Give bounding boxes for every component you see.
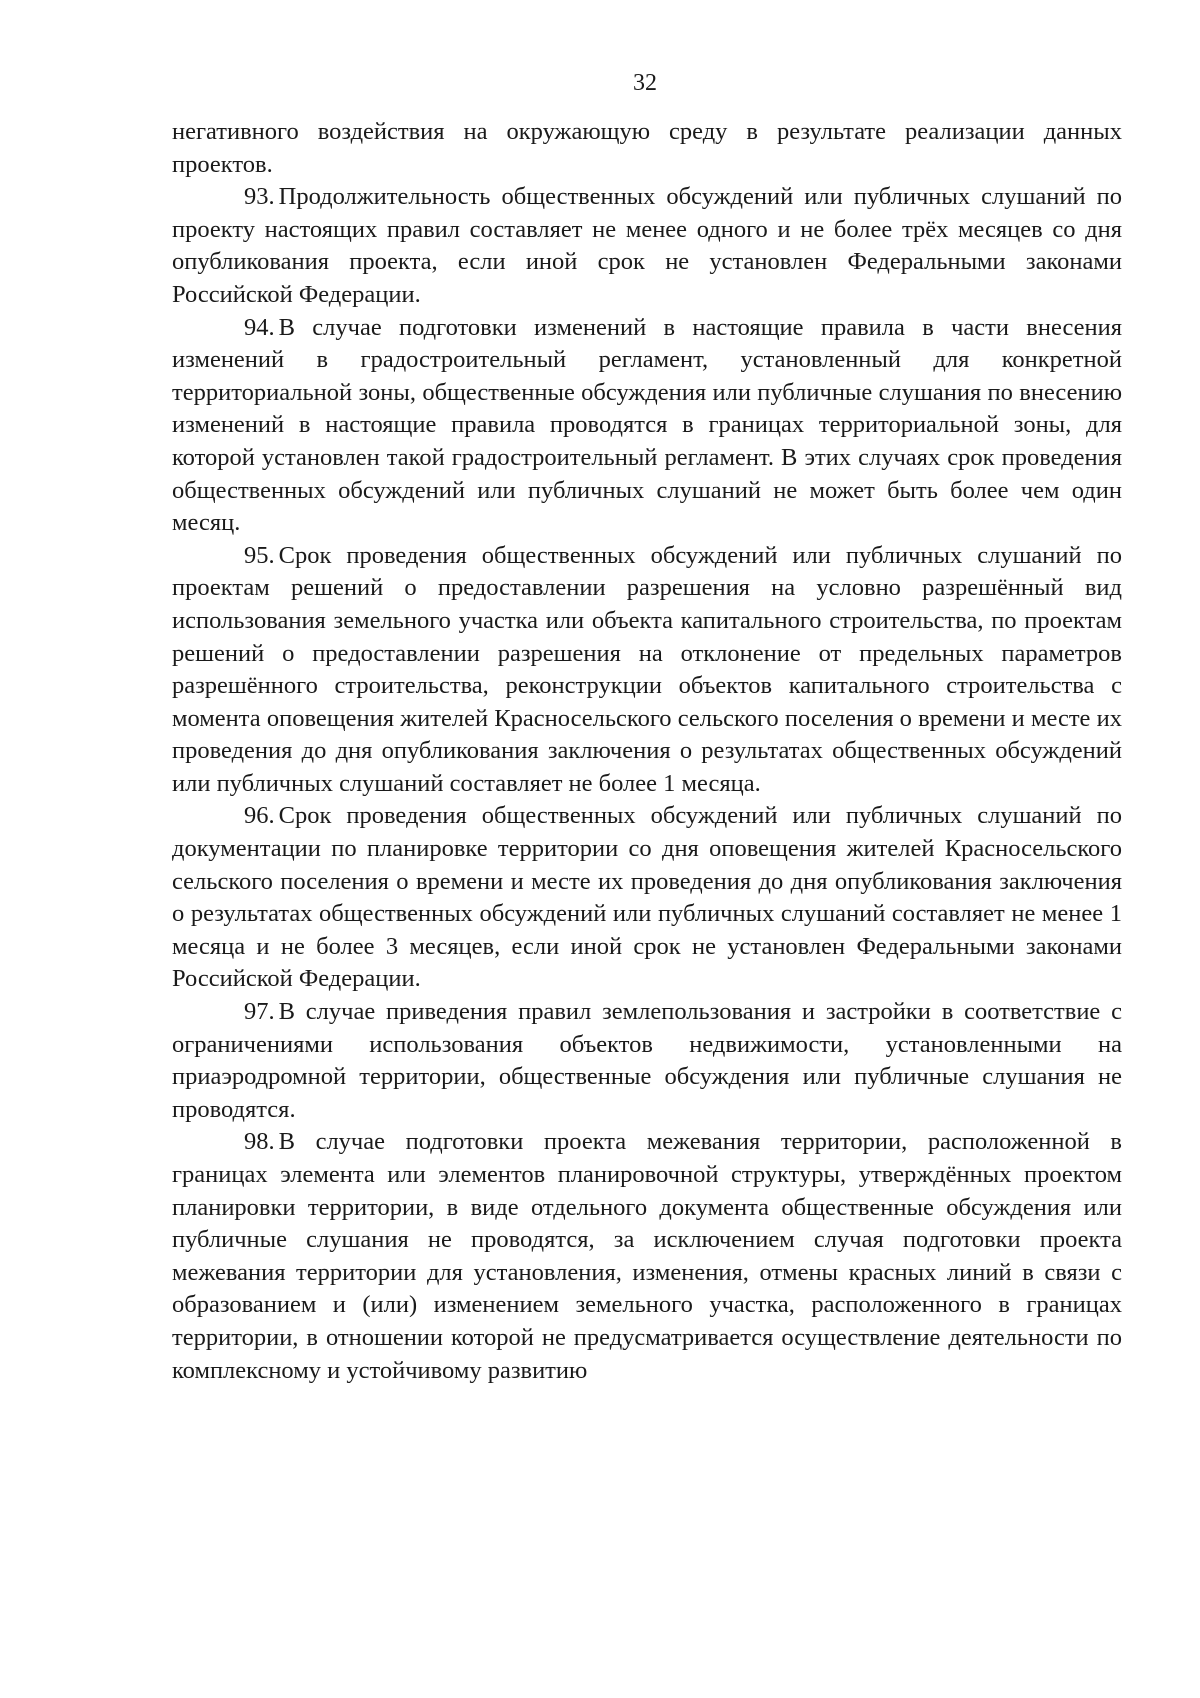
paragraph-97 bbox=[172, 996, 1122, 1126]
paragraph-text: В случае подготовки проекта межевания территории, расположенной в границах элемента или элементов планировочной структуры, утверждённых проектом планировки территории, в виде отдельного документа общественные обсуждения или публичные слушания не проводятся, за исключением случая подготовки проекта межевания территории для установления, изменения, отмены красных линий в связи с образованием и (или) изменением земельного участка, расположенного в границах территории, в отношении которой не предусматривается осуществление деятельности по комплексному и устойчивому развитию bbox=[172, 1128, 1122, 1384]
paragraph-text: негативного воздействия на окружающую среду в результате реализации данных проектов. bbox=[172, 118, 1122, 178]
paragraph-number: 98. bbox=[244, 1128, 275, 1156]
paragraph-number: 97. bbox=[244, 998, 275, 1026]
page-number: 32 bbox=[633, 70, 657, 96]
paragraph-text: В случае приведения правил землепользования и застройки в соответствие с ограничениями использования объектов недвижимости, установленными на приаэродромной территории, общественные обсуждения или публичные слушания не проводятся. bbox=[172, 998, 1122, 1123]
paragraph-93 bbox=[172, 181, 1122, 311]
paragraph-number: 93. bbox=[244, 183, 275, 211]
document-body bbox=[172, 116, 1122, 1387]
paragraph-text: Продолжительность общественных обсуждений или публичных слушаний по проекту настоящих правил составляет не менее одного и не более трёх месяцев со дня опубликования проекта, если иной срок не установлен Федеральными законами Российской Федерации. bbox=[172, 183, 1122, 308]
paragraph-text: Срок проведения общественных обсуждений или публичных слушаний по проектам решений о предоставлении разрешения на условно разрешённый вид использования земельного участка или объекта капитального строительства, по проектам решений о предоставлении разрешения на отклонение от предельных параметров разрешённого строительства, реконструкции объектов капитального строительства с момента оповещения жителей Красносельского сельского поселения о времени и месте их проведения до дня опубликования заключения о результатах общественных обсуждений или публичных слушаний составляет не более 1 месяца. bbox=[172, 541, 1122, 797]
paragraph-95 bbox=[172, 540, 1122, 801]
paragraph-number: 96. bbox=[244, 802, 275, 830]
paragraph-continuation bbox=[172, 116, 1122, 181]
paragraph-text: В случае подготовки изменений в настоящие правила в части внесения изменений в градостроительный регламент, установленный для конкретной территориальной зоны, общественные обсуждения или публичные слушания по внесению изменений в настоящие правила проводятся в границах территориальной зоны, для которой установлен такой градостроительный регламент. В этих случаях срок проведения общественных обсуждений или публичных слушаний не может быть более чем один месяц. bbox=[172, 313, 1122, 537]
paragraph-text: Срок проведения общественных обсуждений или публичных слушаний по документации по планировке территории со дня оповещения жителей Красносельского сельского поселения о времени и месте их проведения до дня опубликования заключения о результатах общественных обсуждений или публичных слушаний составляет не менее 1 месяца и не более 3 месяцев, если иной срок не установлен Федеральными законами Российской Федерации. bbox=[172, 802, 1122, 993]
paragraph-98 bbox=[172, 1126, 1122, 1387]
paragraph-number: 94. bbox=[244, 313, 275, 341]
paragraph-number: 95. bbox=[244, 541, 275, 569]
paragraph-94 bbox=[172, 312, 1122, 540]
paragraph-96 bbox=[172, 800, 1122, 996]
